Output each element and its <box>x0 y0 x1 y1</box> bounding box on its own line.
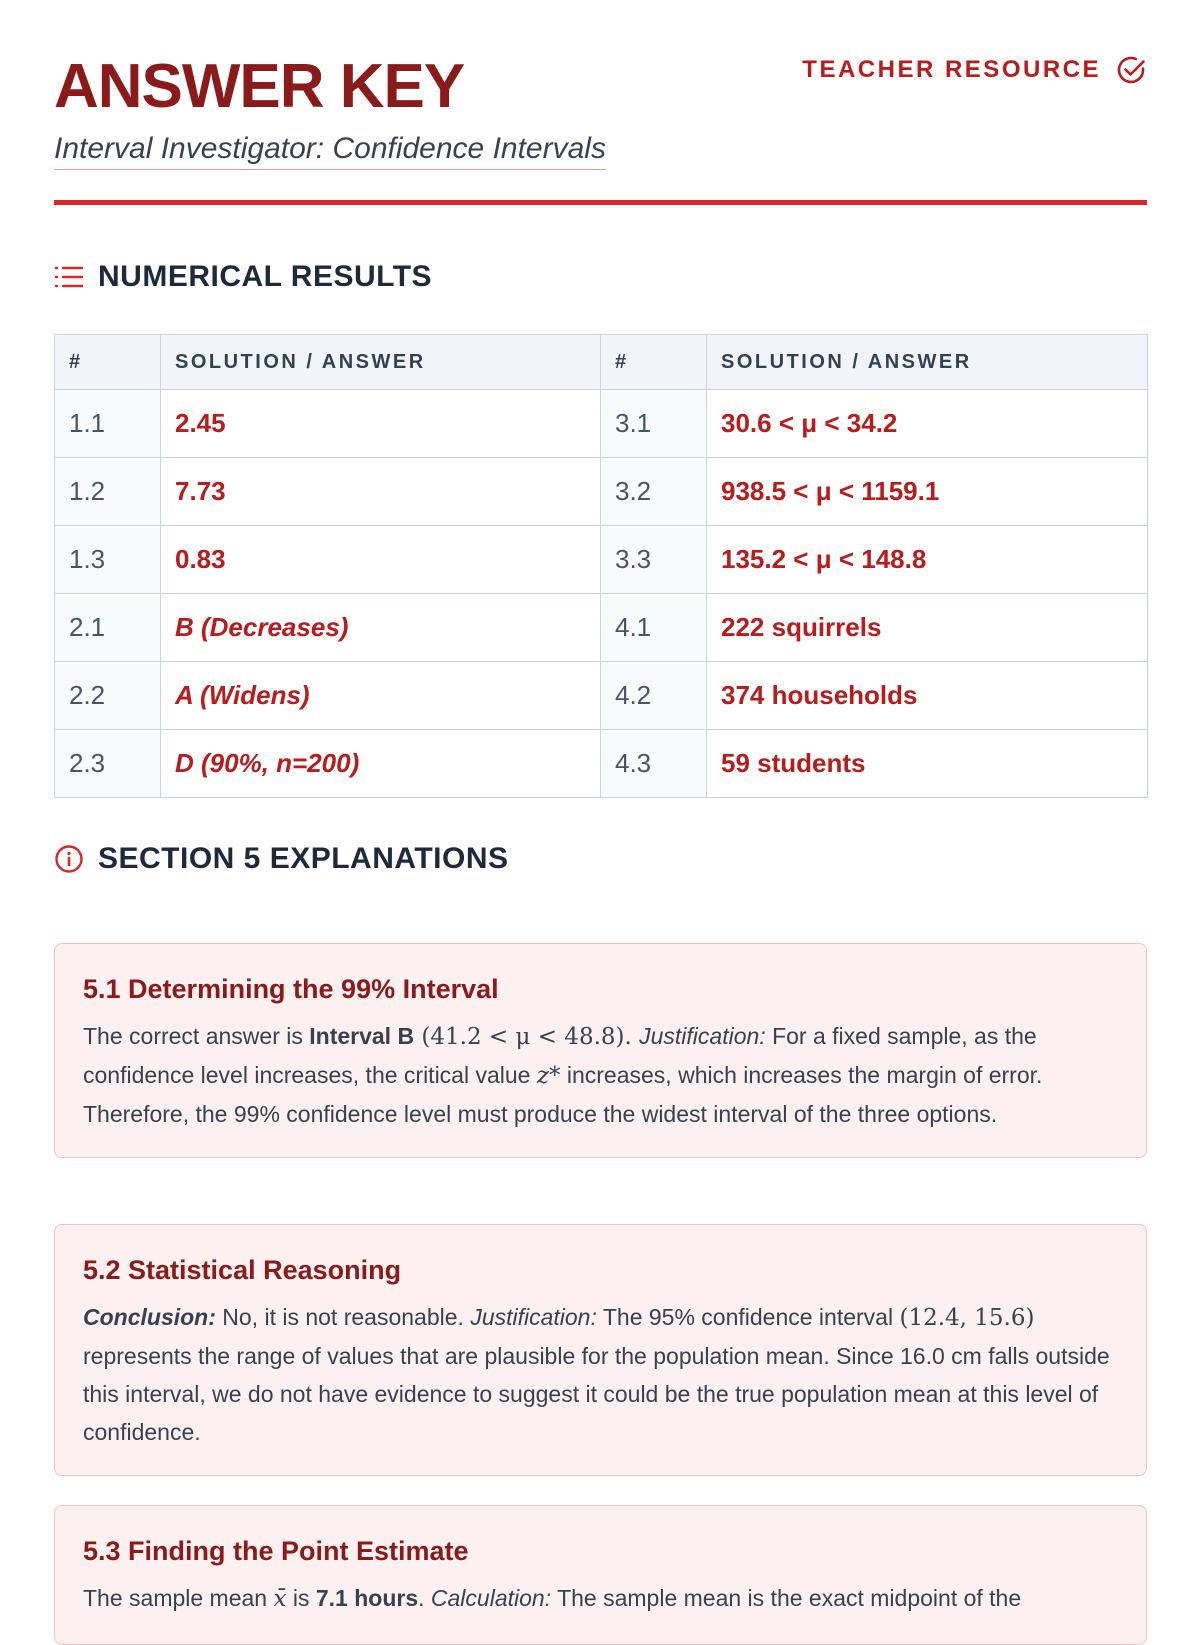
card-text: The sample mean <box>83 1585 274 1611</box>
page-header <box>54 0 1147 205</box>
info-icon <box>54 844 84 874</box>
answer-cell: 135.2 < μ < 148.8 <box>707 526 1148 594</box>
table-header-row <box>55 335 1148 390</box>
question-number: 1.1 <box>55 390 161 458</box>
table-row <box>55 390 1148 458</box>
explanations-title: SECTION 5 EXPLANATIONS <box>98 842 509 875</box>
card-text: is <box>286 1585 316 1611</box>
table-row <box>55 458 1148 526</box>
card-text: The 95% confidence interval <box>596 1304 900 1330</box>
card-body <box>83 1017 1118 1133</box>
numerical-results-title: NUMERICAL RESULTS <box>98 260 433 293</box>
card-label: Conclusion: <box>83 1304 216 1330</box>
check-circle-icon <box>1115 54 1147 86</box>
explanation-card <box>54 1505 1147 1645</box>
card-label: Justification: <box>639 1023 766 1049</box>
card-bold-text: 7.1 hours <box>315 1585 419 1611</box>
card-math: x̄ <box>273 1586 287 1612</box>
answer-cell: A (Widens) <box>161 662 601 730</box>
answer-cell: 2.45 <box>161 390 601 458</box>
question-number: 2.3 <box>55 730 161 798</box>
question-number: 4.1 <box>601 594 707 662</box>
answer-cell: B (Decreases) <box>161 594 601 662</box>
list-icon <box>54 263 84 291</box>
answer-cell: 0.83 <box>161 526 601 594</box>
answer-cell: 374 households <box>707 662 1148 730</box>
column-header: # <box>601 335 707 390</box>
question-number: 4.3 <box>601 730 707 798</box>
card-body <box>83 1298 1118 1451</box>
answer-cell: 7.73 <box>161 458 601 526</box>
teacher-resource-badge <box>802 54 1147 86</box>
answer-cell: 59 students <box>707 730 1148 798</box>
card-math: z* <box>536 1063 561 1089</box>
page-subtitle: Interval Investigator: Confidence Intervals <box>54 131 606 170</box>
card-title: 5.3 Finding the Point Estimate <box>83 1536 469 1566</box>
table-row <box>55 730 1148 798</box>
answer-key-page <box>54 0 1147 1612</box>
card-body <box>83 1579 1118 1618</box>
answer-cell: 30.6 < μ < 34.2 <box>707 390 1148 458</box>
explanation-card <box>54 1224 1147 1476</box>
card-text: increases, which increases the margin of error. Therefore, the 99% confidence level must produce the widest interval of the three options. <box>83 1062 1043 1127</box>
column-header: SOLUTION / ANSWER <box>707 335 1148 390</box>
card-label: Justification: <box>470 1304 597 1330</box>
card-text: No, it is not reasonable. <box>215 1304 471 1330</box>
teacher-resource-label: TEACHER RESOURCE <box>802 56 1101 83</box>
card-text: The correct answer is <box>83 1023 310 1049</box>
numerical-results-table <box>54 334 1147 798</box>
page-title: ANSWER KEY <box>54 52 465 121</box>
table-row <box>55 594 1148 662</box>
column-header: SOLUTION / ANSWER <box>161 335 601 390</box>
numerical-results-heading <box>54 260 432 294</box>
question-number: 2.1 <box>55 594 161 662</box>
question-number: 3.3 <box>601 526 707 594</box>
card-text: . <box>418 1585 431 1611</box>
card-title: 5.1 Determining the 99% Interval <box>83 974 499 1004</box>
table-row <box>55 662 1148 730</box>
answer-cell: 222 squirrels <box>707 594 1148 662</box>
explanations-heading <box>54 842 509 876</box>
question-number: 3.2 <box>601 458 707 526</box>
column-header: # <box>55 335 161 390</box>
question-number: 2.2 <box>55 662 161 730</box>
answer-cell: 938.5 < μ < 1159.1 <box>707 458 1148 526</box>
card-text: The sample mean is the exact midpoint of the <box>551 1585 1022 1611</box>
card-text: For a fixed sample, as the confidence level increases, the critical value <box>83 1023 1037 1088</box>
card-math: (41.2 < μ < 48.8). <box>414 1024 640 1050</box>
question-number: 1.3 <box>55 526 161 594</box>
question-number: 3.1 <box>601 390 707 458</box>
card-bold-text: Interval B <box>309 1023 415 1049</box>
answer-cell: D (90%, n=200) <box>161 730 601 798</box>
table-row <box>55 526 1148 594</box>
question-number: 1.2 <box>55 458 161 526</box>
question-number: 4.2 <box>601 662 707 730</box>
card-label: Calculation: <box>430 1585 552 1611</box>
card-math: (12.4, 15.6) <box>899 1305 1035 1331</box>
explanation-card <box>54 943 1147 1158</box>
card-text: represents the range of values that are plausible for the population mean. Since 16.0 cm falls outside this interval, we do not have evidence to suggest it could be the true population mean at this level of confidence. <box>83 1343 1110 1445</box>
card-title: 5.2 Statistical Reasoning <box>83 1255 402 1285</box>
